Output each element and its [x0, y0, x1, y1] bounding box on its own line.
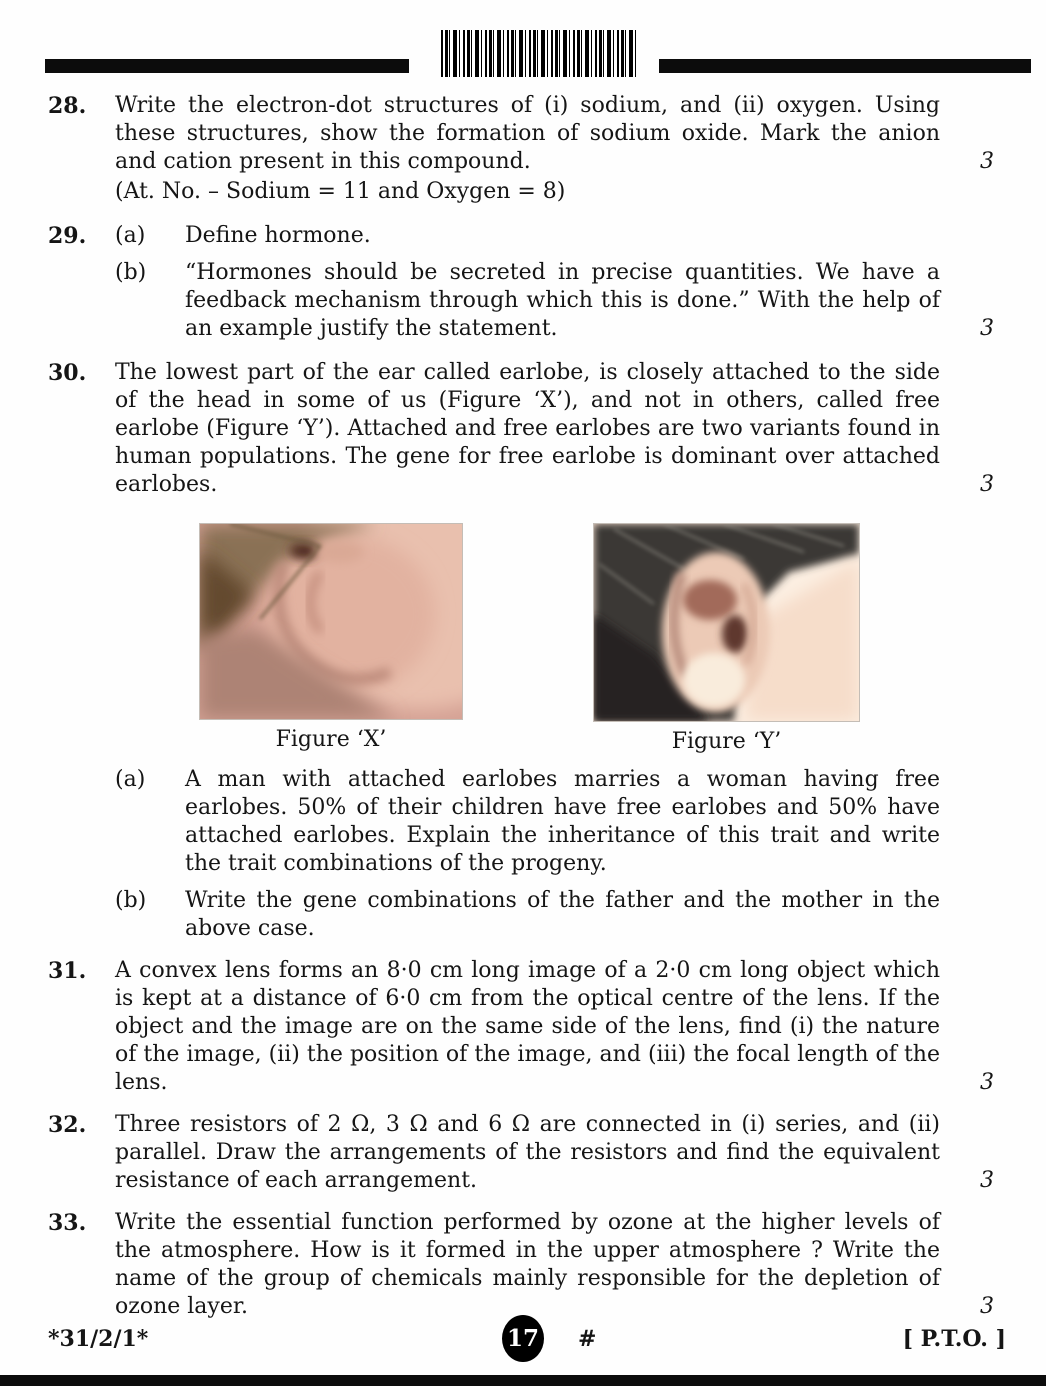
header-rule-left: [45, 59, 409, 73]
set-code: *31/2/1*: [48, 1326, 149, 1352]
question-note: (At. No. – Sodium = 11 and Oxygen = 8): [115, 179, 566, 204]
question-number: 33.: [48, 1210, 87, 1236]
header-rule-right: [659, 59, 1031, 73]
part-text: Define hormone.: [185, 223, 371, 248]
barcode: [441, 30, 636, 77]
part-label: (a): [115, 223, 146, 248]
figure-y: [593, 523, 860, 756]
part-label: (b): [115, 260, 147, 285]
part-text: A man with attached earlobes marries a woman having free earlobes. 50% of their children have free earlobes and 50% have attached earlobes. Explain the inheritance of this trait and write the trait combinations of the progeny.: [185, 767, 940, 876]
figure-y-caption: Figure ‘Y’: [671, 729, 782, 754]
bottom-rule: [0, 1375, 1046, 1386]
question-number: 29.: [48, 223, 87, 249]
part-label: (b): [115, 888, 147, 913]
part-text: “Hormones should be secreted in precise quantities. We have a feedback mechanism through which this is done.” With the help of an example justify the statement.: [185, 260, 940, 341]
marks-value: 3: [980, 1168, 994, 1193]
part-text: Write the gene combinations of the father and the mother in the above case.: [185, 888, 940, 941]
question-text: Three resistors of 2 Ω, 3 Ω and 6 Ω are connected in (i) series, and (ii) parallel. Draw the arrangements of the resistors and find the equivalent resistance of each arrangement.: [115, 1112, 940, 1193]
marks-value: 3: [980, 472, 994, 497]
part-label: (a): [115, 767, 146, 792]
question-28: [0, 92, 1046, 206]
question-body: [115, 957, 1006, 1097]
question-text: The lowest part of the ear called earlobe, is closely attached to the side of the head in some of us (Figure ‘X’), and not in others, called free earlobe (Figure ‘Y’). Attached and free earlobes are two variants found in human populations. The gene for free earlobe is dominant over attached earlobes.: [115, 360, 940, 497]
question-29: [0, 222, 1046, 343]
hash-symbol: #: [578, 1326, 597, 1352]
question-32: [0, 1111, 1046, 1195]
question-number: 30.: [48, 360, 87, 386]
page-number-badge: 17: [502, 1315, 544, 1362]
marks-value: 3: [980, 316, 994, 341]
question-body: [115, 222, 1006, 343]
figure-x: [199, 523, 463, 756]
attached-earlobe-photo: [199, 523, 463, 720]
figures-row: [199, 523, 1006, 756]
question-body: [115, 1111, 1006, 1195]
question-body: [115, 1209, 1006, 1321]
page-footer: [0, 1312, 1046, 1362]
question-number: 32.: [48, 1112, 87, 1138]
question-text: Write the electron-dot structures of (i) sodium, and (ii) oxygen. Using these structures, show the formation of sodium oxide. Mark the anion and cation present in this compound.: [115, 93, 940, 174]
page-header: [0, 0, 1046, 92]
question-number: 28.: [48, 93, 87, 119]
question-text: Write the essential function performed by ozone at the higher levels of the atmosphere. How is it formed in the upper atmosphere ? Write the name of the group of chemicals mainly responsible for the depletion of ozone layer.: [115, 1210, 940, 1319]
question-30: [0, 359, 1046, 943]
marks-value: 3: [980, 149, 994, 174]
question-31: [0, 957, 1046, 1097]
pto-label: [ P.T.O. ]: [902, 1326, 1006, 1352]
marks-value: 3: [980, 1070, 994, 1095]
question-body: [115, 92, 1006, 206]
figure-x-caption: Figure ‘X’: [275, 727, 387, 752]
question-text: A convex lens forms an 8·0 cm long image of a 2·0 cm long object which is kept at a distance of 6·0 cm from the optical centre of the lens. If the object and the image are on the same side of the lens, find (i) the nature of the image, (ii) the position of the image, and (iii) the focal length of the lens.: [115, 958, 940, 1095]
marks-value: 3: [980, 1294, 994, 1319]
question-body: [115, 359, 1006, 943]
question-33: [0, 1209, 1046, 1321]
free-earlobe-photo: [593, 523, 860, 722]
question-number: 31.: [48, 958, 87, 984]
